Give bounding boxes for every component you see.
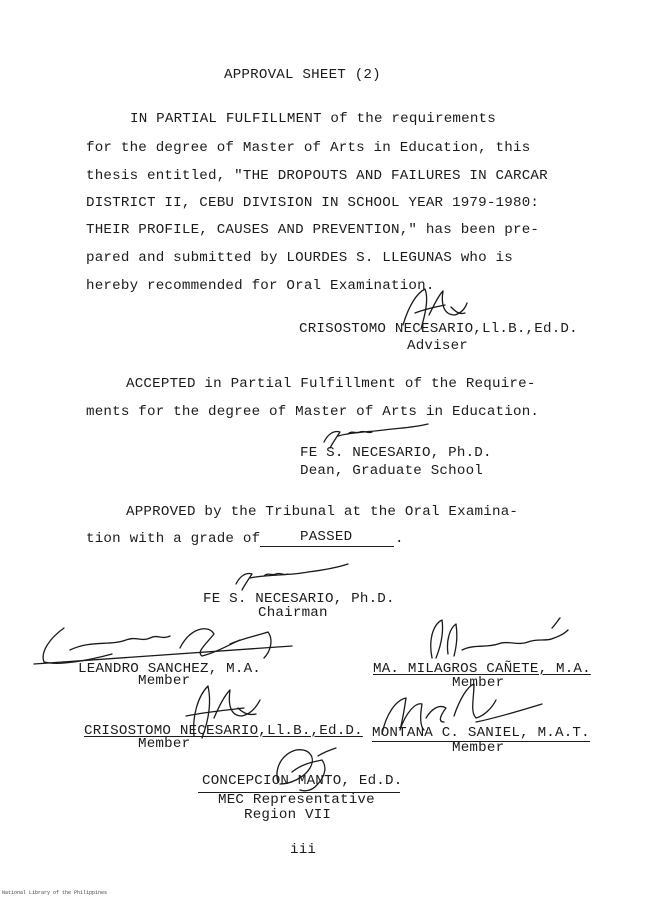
chairman-name: FE S. NECESARIO, Ph.D. xyxy=(203,591,395,607)
approved-line-2-prefix: tion with a grade of xyxy=(86,531,261,547)
member-2-name: MA. MILAGROS CAÑETE, M.A. xyxy=(373,661,591,677)
footer-note: National Library of the Philippines xyxy=(2,890,108,896)
dean-name: FE S. NECESARIO, Ph.D. xyxy=(300,445,492,461)
approved-line-1: APPROVED by the Tribunal at the Oral Examina- xyxy=(126,504,519,520)
chairman-signature xyxy=(228,560,353,592)
intro-line-2: for the degree of Master of Arts in Education, this xyxy=(86,140,531,156)
mec-name: CONCEPCION MANTO, Ed.D. xyxy=(202,773,403,789)
member-1-name: LEANDRO SANCHEZ, M.A. xyxy=(78,661,261,677)
member-2-role: Member xyxy=(452,675,505,691)
intro-line-1: IN PARTIAL FULFILLMENT of the requirements xyxy=(130,111,496,127)
page-number: iii xyxy=(290,842,317,858)
mec-region: Region VII xyxy=(244,807,332,823)
intro-line-4: DISTRICT II, CEBU DIVISION IN SCHOOL YEAR 1979-1980: xyxy=(86,195,540,211)
chairman-role: Chairman xyxy=(258,605,328,621)
dean-role: Dean, Graduate School xyxy=(300,463,483,479)
member-3-role: Member xyxy=(138,736,191,752)
member-3-name: CRISOSTOMO NECESARIO,Ll.B.,Ed.D. xyxy=(84,723,363,739)
accepted-line-1: ACCEPTED in Partial Fulfillment of the Require- xyxy=(126,376,536,392)
mec-role: MEC Representative xyxy=(218,792,375,808)
grade-underline xyxy=(260,546,394,547)
intro-line-5: THEIR PROFILE, CAUSES AND PREVENTION," has been pre- xyxy=(86,222,540,238)
adviser-name: CRISOSTOMO NECESARIO,Ll.B.,Ed.D. xyxy=(299,321,578,337)
grade-value: PASSED xyxy=(300,529,353,545)
sheet-title: APPROVAL SHEET (2) xyxy=(224,67,381,83)
member-4-name: MONTANA C. SANIEL, M.A.T. xyxy=(372,725,590,741)
intro-line-3: thesis entitled, "THE DROPOUTS AND FAILURES IN CARCAR xyxy=(86,168,548,184)
approved-line-2-suffix: . xyxy=(395,531,404,547)
mec-underline xyxy=(198,792,400,793)
intro-line-6: pared and submitted by LOURDES S. LLEGUNAS who is xyxy=(86,250,513,266)
adviser-role: Adviser xyxy=(407,338,468,354)
accepted-line-2: ments for the degree of Master of Arts in Education. xyxy=(86,404,540,420)
member-2-signature xyxy=(422,614,572,664)
member-1-role: Member xyxy=(138,673,191,689)
intro-line-7: hereby recommended for Oral Examination. xyxy=(86,278,435,294)
member-4-role: Member xyxy=(452,740,505,756)
